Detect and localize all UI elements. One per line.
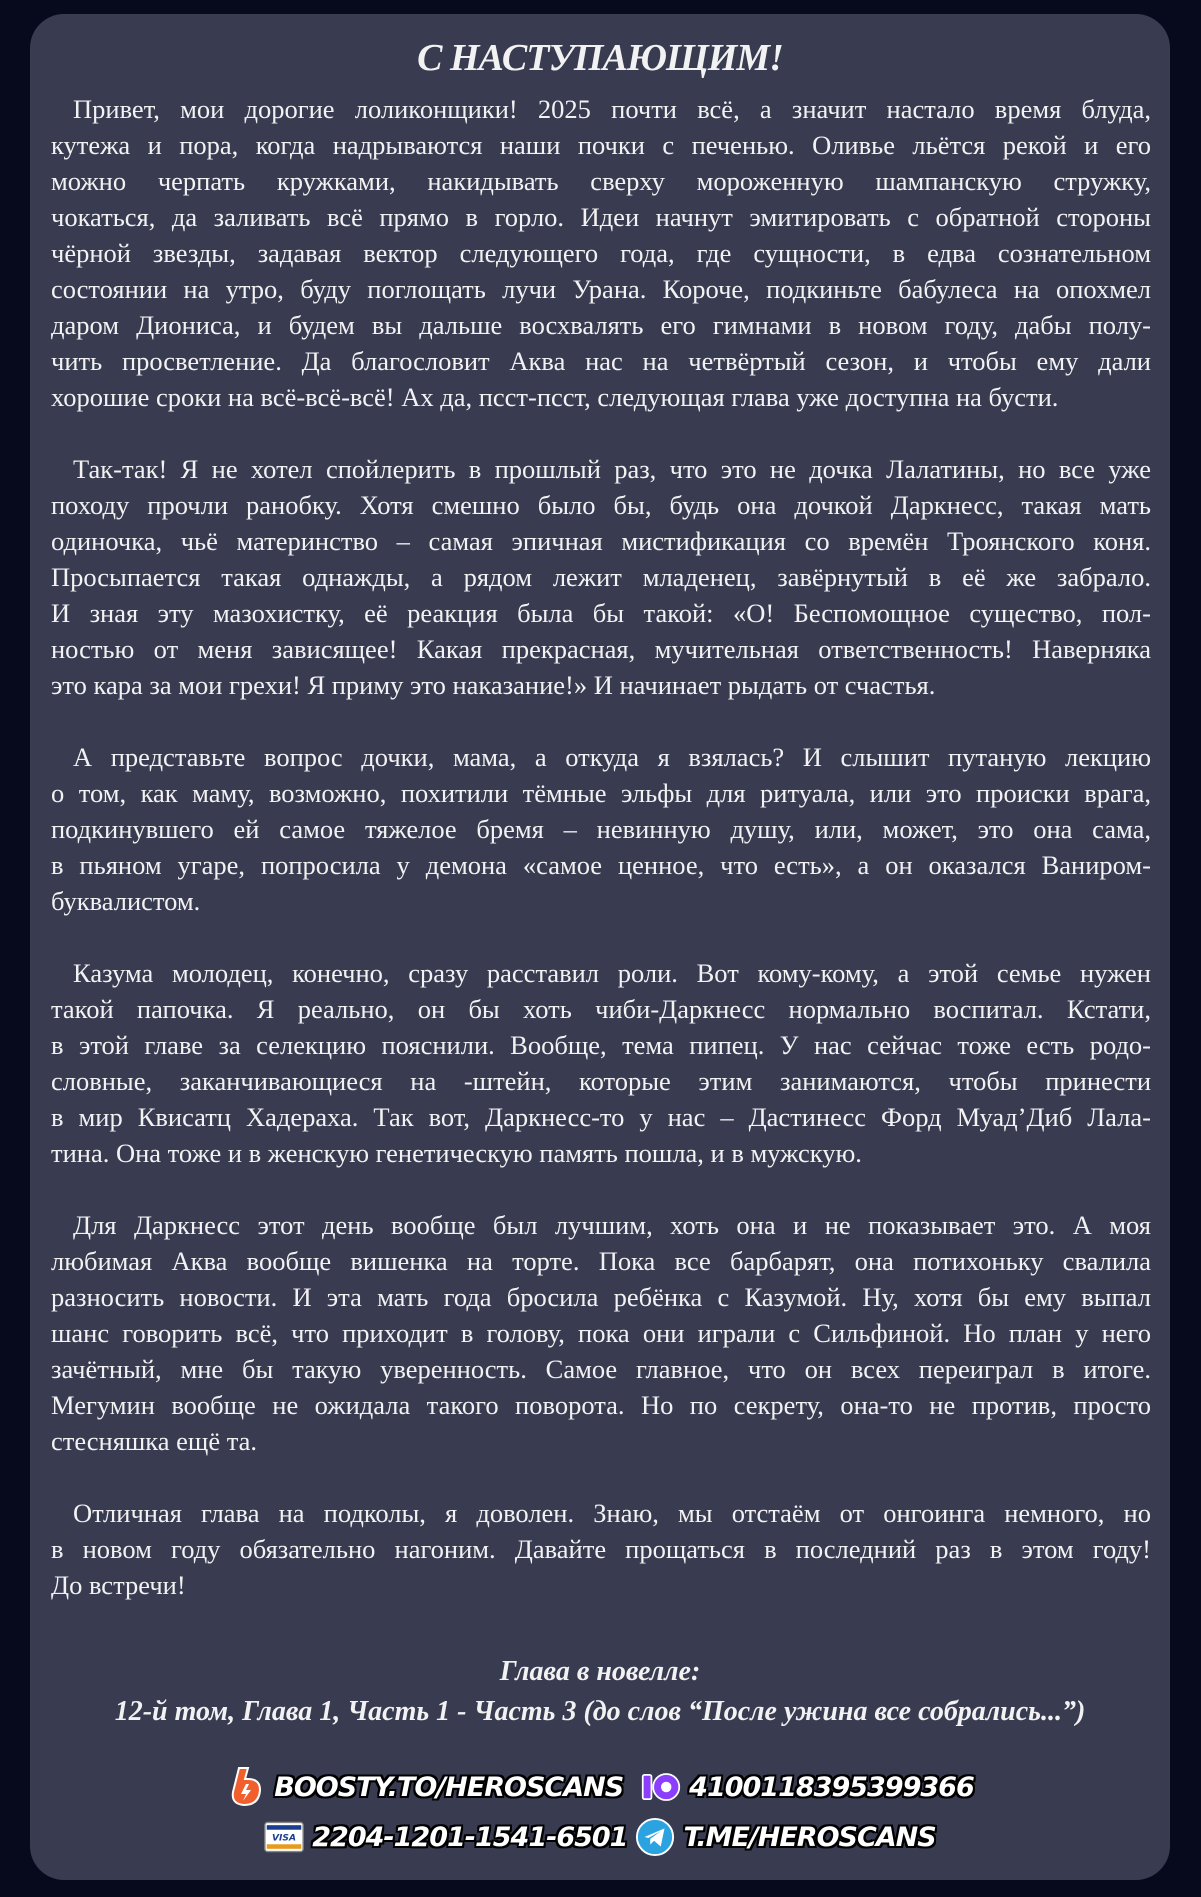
text-line: такой папочка. Я реально, он бы хоть чиби-Даркнесс нормально воспитал. Кстати, (51, 994, 1151, 1024)
paragraph (51, 1207, 1151, 1459)
text-line: А представьте вопрос дочки, мама, а откуда я взялась? И слышит путаную лекцию (73, 742, 1151, 772)
text-line: одиночка, чьё материнство – самая эпичная мистификация со времён Троянского коня. (51, 526, 1151, 556)
boosty-icon (226, 1767, 266, 1807)
text-line: разносить новости. И эта мать года бросила ребёнка с Казумой. Ну, хотя бы ему выпал (51, 1282, 1151, 1312)
paragraph (51, 451, 1151, 703)
text-line: в мир Квисатц Хадераха. Так вот, Даркнесс-то у нас – Дастинесс Форд Муад’Диб Лала- (51, 1102, 1151, 1132)
text-line: Для Даркнесс этот день вообще был лучшим, хоть она и не показывает это. А моя (73, 1210, 1151, 1240)
text-line: Мегумин вообще не ожидала такого поворота. Но по секрету, она-то не против, просто (51, 1390, 1151, 1420)
text-line: чёрной звезды, задавая вектор следующего года, где сущности, в едва сознательном (51, 238, 1151, 268)
text-line: можно черпать кружками, накидывать сверху мороженную шампанскую стружку, (51, 166, 1151, 196)
text-line: Привет, мои дорогие лоликонщики! 2025 почти всё, а значит настало время блуда, (73, 94, 1151, 124)
contacts-row-1 (30, 1762, 1170, 1812)
paragraph (51, 739, 1151, 919)
text-line: походу прочли ранобку. Хотя смешно было бы, будь она дочкой Даркнесс, такая мать (51, 490, 1151, 520)
text-line: Казума молодец, конечно, сразу расставил роли. Вот кому-кому, а этой семье нужен (73, 958, 1151, 988)
contacts (30, 1762, 1170, 1862)
text-line: тина. Она тоже и в женскую генетическую память пошла, и в мужскую. (51, 1138, 862, 1168)
chapter-info (30, 1652, 1170, 1732)
svg-text:VISA: VISA (272, 1833, 297, 1844)
yoomoney-icon (641, 1767, 681, 1807)
text-line: любимая Аква вообще вишенка на торте. Пока все барбарят, она потихоньку свалила (51, 1246, 1151, 1276)
text-line: даром Диониса, и будем вы дальше восхвалять его гимнами в новом году, дабы полу- (51, 310, 1151, 340)
text-line: в пьяном угаре, попросила у демона «самое ценное, что есть», а он оказался Ваниром- (51, 850, 1151, 880)
text-line: это кара за мои грехи! Я приму это наказание!» И начинает рыдать от счастья. (51, 670, 936, 700)
chapter-label: Глава в новелле: (499, 1656, 701, 1687)
text-line: чить просветление. Да благословит Аква нас на четвёртый сезон, и чтобы ему дали (51, 346, 1151, 376)
boosty-link[interactable]: BOOSTY.TO/HEROSCANS (274, 1771, 624, 1803)
paragraph (51, 1495, 1151, 1603)
text-line: состоянии на утро, буду поглощать лучи Урана. Короче, подкиньте бабулеса на опохмел (51, 274, 1151, 304)
text-line: хорошие сроки на всё-всё-всё! Ах да, псст-псст, следующая глава уже доступна на бусти. (51, 382, 1059, 412)
text-line: Так-так! Я не хотел спойлерить в прошлый раз, что это не дочка Лалатины, но все уже (73, 454, 1151, 484)
text-line: Отличная глава на подколы, я доволен. Знаю, мы отстаём от онгоинга немного, но (73, 1498, 1151, 1528)
text-line: шанс говорить всё, что приходит в голову, пока они играли с Сильфиной. Но план у него (51, 1318, 1151, 1348)
text-line: До встречи! (51, 1570, 186, 1600)
page-title: С НАСТУПАЮЩИМ! (417, 37, 783, 79)
contacts-row-2 (30, 1812, 1170, 1862)
text-line: зачётный, мне бы такую уверенность. Самое главное, что он всех переиграл в итоге. (51, 1354, 1151, 1384)
paragraph (51, 91, 1151, 415)
announcement-body (51, 91, 1151, 1639)
chapter-detail: 12-й том, Глава 1, Часть 1 - Часть 3 (до слов “После ужина все собрались...”) (114, 1696, 1086, 1727)
yoomoney-wallet[interactable]: 4100118395399366 (689, 1771, 974, 1803)
text-line: Просыпается такая однажды, а рядом лежит младенец, завёрнутый в её же забрало. (51, 562, 1151, 592)
telegram-icon (635, 1817, 675, 1857)
visa-card-icon (264, 1817, 304, 1857)
text-line: подкинувшего ей самое тяжелое бремя – невинную душу, или, может, это она сама, (51, 814, 1151, 844)
text-line: о том, как маму, возможно, похитили тёмные эльфы для ритуала, или это происки врага, (51, 778, 1151, 808)
text-line: в новом году обязательно нагоним. Давайте прощаться в последний раз в этом году! (51, 1534, 1151, 1564)
paragraph (51, 955, 1151, 1171)
card-number[interactable]: 2204-1201-1541-6501 (312, 1821, 628, 1853)
text-line: кутежа и пора, когда надрываются наши почки с печенью. Оливье льётся рекой и его (51, 130, 1151, 160)
text-line: И зная эту мазохистку, её реакция была бы такой: «О! Беспомощное существо, пол- (51, 598, 1151, 628)
text-line: буквалистом. (51, 886, 201, 916)
text-line: стесняшка ещё та. (51, 1426, 258, 1456)
text-line: чокаться, да заливать всё прямо в горло. Идеи начнут эмитировать с обратной стороны (51, 202, 1151, 232)
text-line: ностью от меня зависящее! Какая прекрасная, мучительная ответственность! Наверняка (51, 634, 1151, 664)
text-line: словные, заканчивающиеся на -штейн, которые этим занимаются, чтобы принести (51, 1066, 1151, 1096)
text-line: в этой главе за селекцию пояснили. Вообще, тема пипец. У нас сейчас тоже есть родо- (51, 1030, 1151, 1060)
telegram-link[interactable]: T.ME/HEROSCANS (683, 1821, 936, 1853)
announcement-panel (30, 14, 1170, 1880)
